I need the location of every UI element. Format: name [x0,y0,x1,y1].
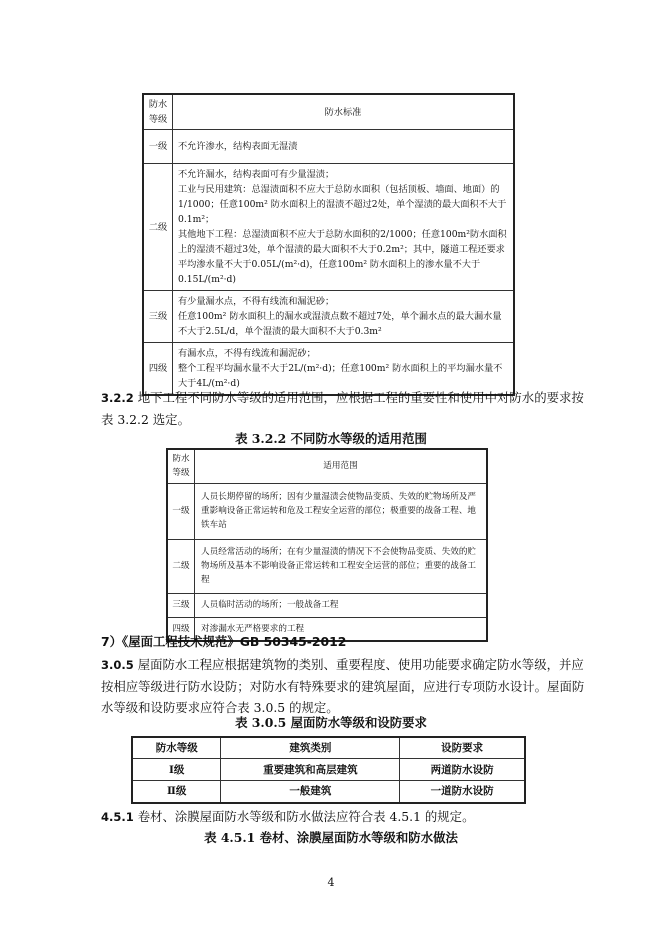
waterproof-standard-table [142,93,515,396]
applicable-scope-table [166,448,488,642]
grade-cell: Ⅱ级 [132,781,221,803]
standard-cell: 有漏水点，不得有线流和漏泥砂； 整个工程平均漏水量不大于2L/(m²·d)；任意100m² 防水面积上的平均漏水量不大于4L/(m²·d) [173,343,515,396]
requirement-cell: 两道防水设防 [400,759,525,781]
standard-cell: 有少量漏水点，不得有线流和漏泥砂； 任意100m² 防水面积上的漏水或湿渍点数不超过7处，单个漏水点的最大漏水量不大于2.5L/d，单个湿渍的最大面积不大于0.3m² [173,291,515,343]
grade-cell: 二级 [143,164,173,291]
paragraph-3-2-2 [101,387,587,430]
grade-cell: 四级 [167,617,195,641]
header-cell-standard: 防水标准 [173,94,515,130]
header-cell-scope: 适用范围 [195,449,488,483]
clause-number: 3.0.5 [101,658,134,672]
header-cell-grade: 防水 等级 [167,449,195,483]
grade-cell: Ⅰ级 [132,759,221,781]
table-caption-4-5-1: 表 4.5.1 卷材、涂膜屋面防水等级和防水做法 [204,830,458,845]
grade-cell: 二级 [167,539,195,593]
clause-text: 卷材、涂膜屋面防水等级和防水做法应符合表 4.5.1 的规定。 [133,809,475,824]
scope-cell: 人员临时活动的场所；一般战备工程 [195,593,488,617]
page-number: 4 [327,876,335,889]
clause-number: 3.2.2 [101,391,134,405]
standard-cell: 不允许渗水，结构表面无湿渍 [173,130,515,164]
table-row [132,781,525,803]
section-heading: 7）《屋面工程技术规范》GB 50345-2012 [101,634,347,649]
table-row [167,483,487,539]
table-row [167,539,487,593]
table-caption-3-0-5: 表 3.0.5 屋面防水等级和设防要求 [235,715,427,730]
scope-cell: 对渗漏水无严格要求的工程 [195,617,488,641]
table-header-row [167,449,487,483]
clause-text: 地下工程不同防水等级的适用范围，应根据工程的重要性和使用中对防水的要求按表 3.2.2 选定。 [101,390,584,427]
table-caption-3-2-2: 表 3.2.2 不同防水等级的适用范围 [235,431,427,446]
building-type-cell: 重要建筑和高层建筑 [221,759,400,781]
table-row [132,759,525,781]
grade-cell: 三级 [143,291,173,343]
table-row [167,593,487,617]
header-cell-requirement: 设防要求 [400,737,525,759]
grade-cell: 一级 [167,483,195,539]
table-row [143,291,514,343]
grade-cell: 三级 [167,593,195,617]
clause-text: 屋面防水工程应根据建筑物的类别、重要程度、使用功能要求确定防水等级，并应按相应等级进行防水设防；对防水有特殊要求的建筑屋面，应进行专项防水设计。屋面防水等级和设防要求应符合表 3.0.5 的规定。 [101,657,585,715]
header-cell-building-type: 建筑类别 [221,737,400,759]
table-row [143,164,514,291]
scope-cell: 人员长期停留的场所；因有少量湿渍会使物品变质、失效的贮物场所及严重影响设备正常运转和危及工程安全运营的部位；极重要的战备工程、地铁车站 [195,483,488,539]
scope-cell: 人员经常活动的场所；在有少量湿渍的情况下不会使物品变质、失效的贮物场所及基本不影响设备正常运转和工程安全运营的部位；重要的战备工程 [195,539,488,593]
grade-cell: 一级 [143,130,173,164]
grade-cell: 四级 [143,343,173,396]
header-cell-grade: 防水等级 [132,737,221,759]
standard-cell: 不允许漏水，结构表面可有少量湿渍； 工业与民用建筑：总湿渍面积不应大于总防水面积（包括顶板、墙面、地面）的1/1000；任意100m² 防水面积上的湿渍不超过2处，单个湿渍的最大面积不大于0.1m²； 其他地下工程：总湿渍面积不应大于总防水面积的2/1000；任意100m²防水面积上的湿渍不超过3处，单个湿渍的最大面积不大于0.2m²；其中，隧道工程还要求平均渗水量不大于0.05L/(m²·d)，任意100m² 防水面积上的渗水量不大于0.15L/(m²·d) [173,164,515,291]
table-header-row [143,94,514,130]
building-type-cell: 一般建筑 [221,781,400,803]
paragraph-3-0-5 [101,654,587,718]
table-header-row [132,737,525,759]
header-cell-grade: 防水 等级 [143,94,173,130]
table-row [143,130,514,164]
roof-waterproof-grade-table [131,736,526,804]
paragraph-4-5-1 [101,806,587,828]
requirement-cell: 一道防水设防 [400,781,525,803]
clause-number: 4.5.1 [101,810,134,824]
